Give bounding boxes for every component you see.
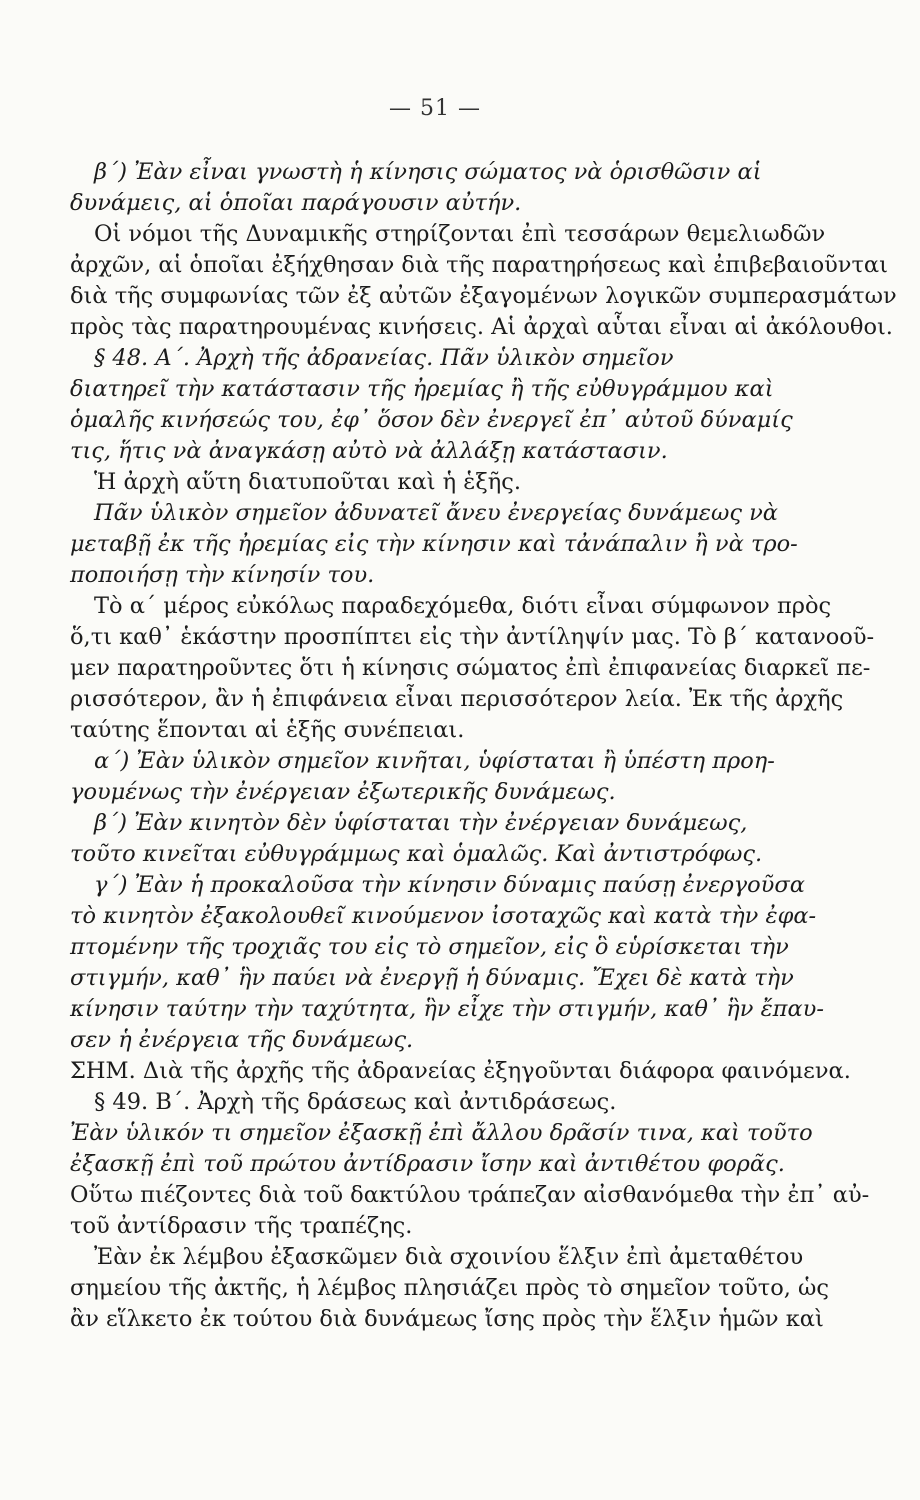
text-line: § 49. Β΄. Ἀρχὴ τῆς δράσεως καὶ ἀντιδράσεως. [94, 1089, 617, 1115]
text-body [70, 157, 897, 1335]
text-line: τοῦτο κινεῖται εὐθυγράμμως καὶ ὁμαλῶς. Καὶ ἀντιστρόφως. [70, 841, 763, 867]
text-line: ὁμαλῆς κινήσεώς του, ἐφ᾽ ὅσον δὲν ἐνεργεῖ ἐπ᾽ αὐτοῦ δύναμίς [70, 407, 793, 433]
text-line: μεταβῇ ἐκ τῆς ἠρεμίας εἰς τὴν κίνησιν καὶ τἀνάπαλιν ἢ νὰ τρο- [70, 531, 798, 557]
text-line: ἐξασκῇ ἐπὶ τοῦ πρώτου ἀντίδρασιν ἴσην καὶ ἀντιθέτου φορᾶς. [70, 1151, 785, 1177]
text-line: στιγμήν, καθ᾽ ἣν παύει νὰ ἐνεργῇ ἡ δύναμις. Ἔχει δὲ κατὰ τὴν [70, 965, 794, 991]
text-line: δυνάμεις, αἱ ὁποῖαι παράγουσιν αὐτήν. [70, 190, 522, 216]
text-line: Ἐὰν ἐκ λέμβου ἐξασκῶμεν διὰ σχοινίου ἕλξιν ἐπὶ ἀμεταθέτου [94, 1244, 804, 1270]
text-line: διὰ τῆς συμφωνίας τῶν ἐξ αὐτῶν ἐξαγομένων λογικῶν συμπερασμάτων [70, 283, 897, 309]
text-line: τοῦ ἀντίδρασιν τῆς τραπέζης. [70, 1213, 413, 1239]
text-line: α΄) Ἐὰν ὑλικὸν σημεῖον κινῆται, ὑφίσταται ἢ ὑπέστη προη- [94, 748, 775, 774]
text-line: διατηρεῖ τὴν κατάστασιν τῆς ἠρεμίας ἢ τῆς εὐθυγράμμου καὶ [70, 376, 774, 402]
text-line: πτομένην τῆς τροχιᾶς του εἰς τὸ σημεῖον, εἰς ὃ εὑρίσκεται τὴν [70, 934, 789, 960]
text-line: τις, ἥτις νὰ ἀναγκάσῃ αὐτὸ νὰ ἀλλάξῃ κατάστασιν. [70, 438, 668, 464]
text-line: Πᾶν ὑλικὸν σημεῖον ἀδυνατεῖ ἄνευ ἐνεργείας δυνάμεως νὰ [94, 500, 778, 526]
text-line: § 48. Α΄. Ἀρχὴ τῆς ἀδρανείας. Πᾶν ὑλικὸν σημεῖον [94, 345, 674, 371]
text-line: Ἐὰν ὑλικόν τι σημεῖον ἐξασκῇ ἐπὶ ἄλλου δρᾶσίν τινα, καὶ τοῦτο [70, 1120, 813, 1146]
text-line: ποποιήσῃ τὴν κίνησίν του. [70, 562, 375, 588]
text-line: Τὸ α΄ μέρος εὐκόλως παραδεχόμεθα, διότι εἶναι σύμφωνον πρὸς [94, 593, 832, 619]
text-line: β΄) Ἐὰν εἶναι γνωστὴ ἡ κίνησις σώματος νὰ ὁρισθῶσιν αἱ [94, 159, 762, 185]
text-line: τὸ κινητὸν ἐξακολουθεῖ κινούμενον ἰσοταχῶς καὶ κατὰ τὴν ἐφα- [70, 903, 817, 929]
text-line: σημείου τῆς ἀκτῆς, ἡ λέμβος πλησιάζει πρὸς τὸ σημεῖον τοῦτο, ὡς [70, 1275, 829, 1301]
text-line: ρισσότερον, ἂν ἡ ἐπιφάνεια εἶναι περισσότερον λεία. Ἐκ τῆς ἀρχῆς [70, 686, 844, 712]
text-line: σεν ἡ ἐνέργεια τῆς δυνάμεως. [70, 1027, 414, 1053]
text-line: ΣΗΜ. Διὰ τῆς ἀρχῆς τῆς ἀδρανείας ἐξηγοῦνται διάφορα φαινόμενα. [70, 1058, 851, 1084]
text-line: ἂν εἵλκετο ἐκ τούτου διὰ δυνάμεως ἴσης πρὸς τὴν ἕλξιν ἡμῶν καὶ [70, 1306, 824, 1332]
text-line: Οὕτω πιέζοντες διὰ τοῦ δακτύλου τράπεζαν αἰσθανόμεθα τὴν ἐπ᾽ αὐ- [70, 1182, 870, 1208]
text-line: ἀρχῶν, αἱ ὁποῖαι ἐξήχθησαν διὰ τῆς παρατηρήσεως καὶ ἐπιβεβαιοῦνται [70, 252, 888, 278]
text-line: ταύτης ἕπονται αἱ ἑξῆς συνέπειαι. [70, 717, 465, 743]
text-line: ὅ,τι καθ᾽ ἑκάστην προσπίπτει εἰς τὴν ἀντίληψίν μας. Τὸ β΄ κατανοοῦ- [70, 624, 875, 650]
text-line: κίνησιν ταύτην τὴν ταχύτητα, ἣν εἶχε τὴν στιγμήν, καθ᾽ ἣν ἔπαυ- [70, 996, 824, 1022]
text-line: πρὸς τὰς παρατηρουμένας κινήσεις. Αἱ ἀρχαὶ αὗται εἶναι αἱ ἀκόλουθοι. [70, 314, 893, 340]
text-line: Ἡ ἀρχὴ αὕτη διατυποῦται καὶ ἡ ἑξῆς. [94, 469, 521, 495]
page-number: — 51 — [389, 96, 481, 121]
text-line: Οἱ νόμοι τῆς Δυναμικῆς στηρίζονται ἐπὶ τεσσάρων θεμελιωδῶν [94, 221, 826, 247]
text-line: γ΄) Ἐὰν ἡ προκαλοῦσα τὴν κίνησιν δύναμις παύσῃ ἐνεργοῦσα [94, 872, 805, 898]
text-line: β΄) Ἐὰν κινητὸν δὲν ὑφίσταται τὴν ἐνέργειαν δυνάμεως, [94, 810, 748, 836]
text-line: μεν παρατηροῦντες ὅτι ἡ κίνησις σώματος ἐπὶ ἐπιφανείας διαρκεῖ πε- [70, 655, 871, 681]
text-line: γουμένως τὴν ἐνέργειαν ἐξωτερικῆς δυνάμεως. [70, 779, 616, 805]
